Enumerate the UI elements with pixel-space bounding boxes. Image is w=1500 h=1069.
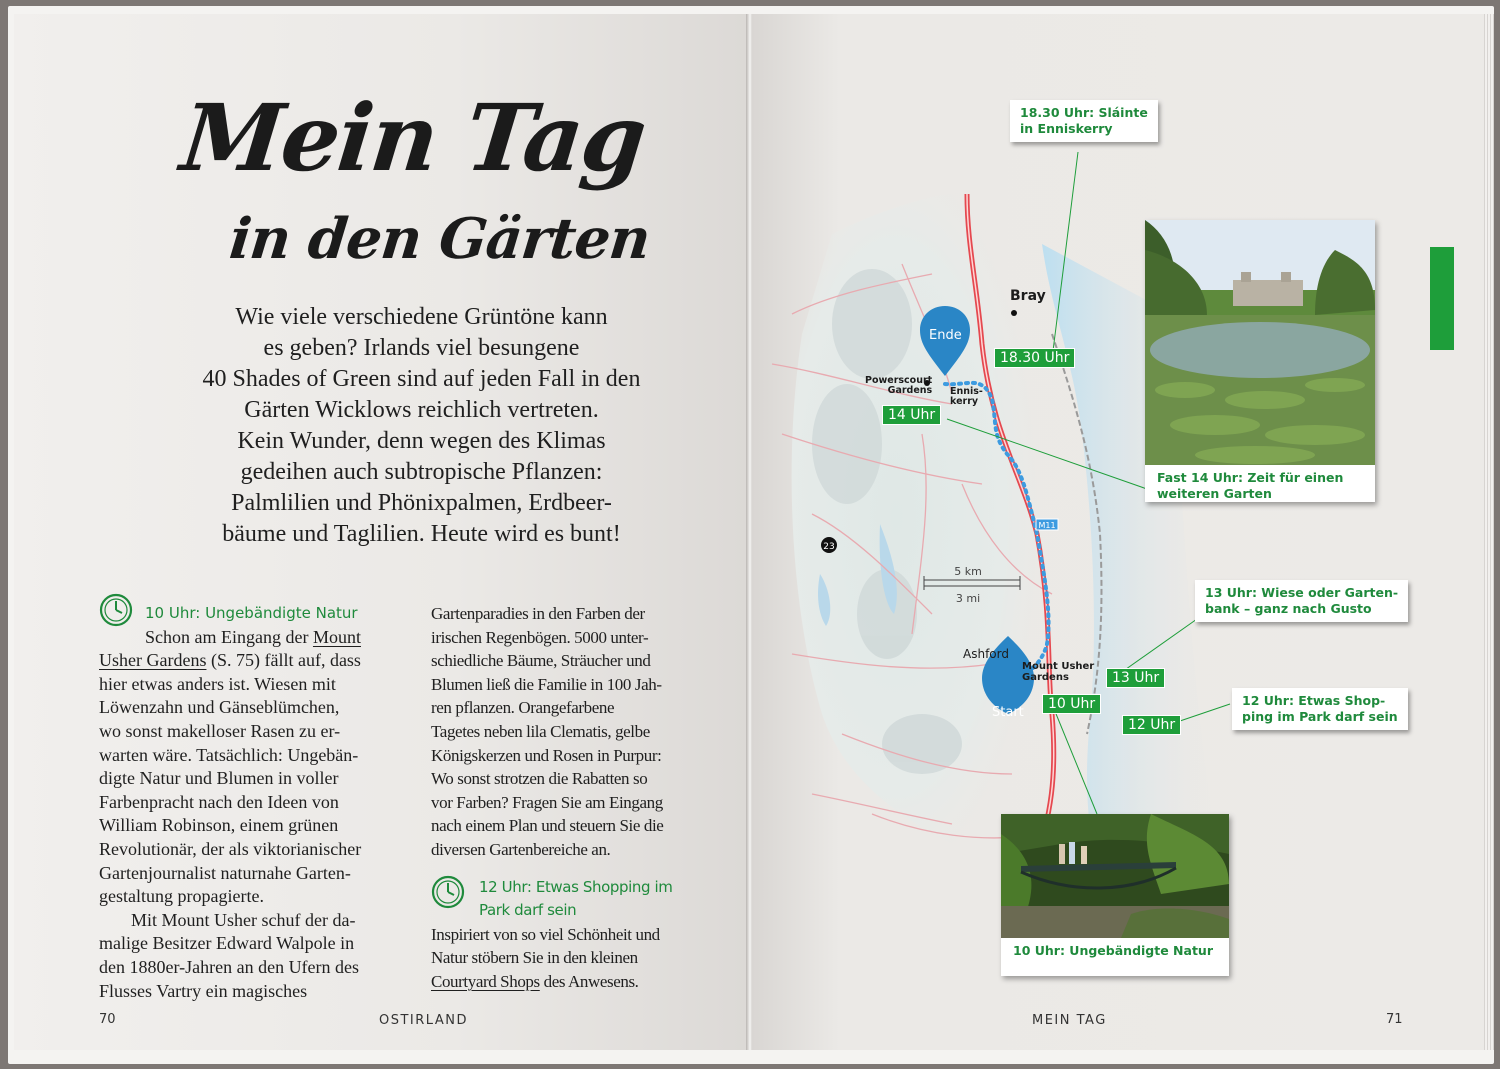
callout-line: 13 Uhr: Wiese oder Garten- — [1205, 585, 1399, 600]
caption-line: Fast 14 Uhr: Zeit für einen — [1157, 470, 1344, 485]
body-line: malige Besitzer Edward Walpole in — [99, 933, 355, 954]
caption-line: weiteren Garten — [1157, 486, 1272, 501]
body-line: Farbenpracht nach den Ideen von — [99, 791, 339, 812]
scale-km: 5 km — [954, 565, 982, 578]
time-badge-12: 12 Uhr — [1122, 715, 1181, 735]
label-line: kerry — [950, 396, 979, 407]
page-number-left: 70 — [99, 1012, 116, 1027]
right-page — [752, 14, 1484, 1050]
body-line: William Robinson, einem grünen — [99, 815, 339, 836]
time-badge-14: 14 Uhr — [882, 405, 941, 425]
intro-line: Palmlilien und Phönixpalmen, Erdbeer- — [231, 490, 612, 516]
mount-usher-link[interactable]: Mount — [312, 626, 361, 647]
running-head-left: OSTIRLAND — [379, 1013, 468, 1028]
page-edges — [1484, 14, 1494, 1050]
body-line: Mit Mount Usher schuf der da- — [131, 909, 356, 930]
body-line: warten wäre. Tatsächlich: Ungebän- — [99, 744, 359, 765]
garden-lake-image — [1145, 220, 1375, 465]
time-badge-13: 13 Uhr — [1106, 668, 1165, 688]
body-line: den 1880er-Jahren an den Ufern des — [99, 956, 360, 977]
body-line: vor Farben? Fragen Sie am Eingang — [431, 792, 663, 812]
intro-line: gedeihen auch subtropische Pflanzen: — [240, 459, 603, 485]
running-head-right: MEIN TAG — [1032, 1013, 1107, 1028]
body-line — [99, 626, 429, 650]
body-line: Gartenjournalist naturnahe Garten- — [99, 862, 351, 883]
time-badge-10: 10 Uhr — [1042, 694, 1101, 714]
body-line: Wo sonst strotzen die Rabatten so — [431, 769, 648, 789]
callout-wiese — [1195, 580, 1408, 622]
label-line: Mount Usher — [1022, 661, 1095, 672]
callout-line: 18.30 Uhr: Sláinte — [1020, 105, 1148, 120]
photo-caption-mount-usher — [1001, 938, 1229, 959]
body-line — [99, 649, 429, 673]
intro-line: bäume und Taglilien. Heute wird es bunt! — [222, 521, 621, 547]
body-line: gestaltung propagierte. — [99, 886, 264, 907]
bridge-image — [1001, 814, 1229, 938]
body-line: Flusses Vartry ein magisches — [99, 980, 308, 1001]
intro-text — [164, 302, 679, 550]
label-line: Gardens — [1022, 672, 1069, 683]
callout-line: 12 Uhr: Etwas Shop- — [1242, 693, 1386, 708]
page-number-right: 71 — [1386, 1012, 1403, 1027]
body-line: irischen Regenbögen. 5000 unter- — [431, 627, 649, 647]
m11-label: M11 — [1038, 521, 1056, 530]
body-line: wo sonst makelloser Rasen zu er- — [99, 720, 341, 741]
chapter-tab — [1430, 247, 1454, 350]
callout-line: in Enniskerry — [1020, 121, 1113, 136]
body-text: (S. 75) fällt auf, dass — [206, 650, 361, 671]
start-pin-label: Start — [992, 705, 1024, 720]
section1-heading: 10 Uhr: Ungebändigte Natur — [145, 604, 358, 622]
callout-shop — [1232, 688, 1408, 730]
intro-line: es geben? Irlands viel besungene — [263, 335, 580, 361]
clock-icon — [430, 874, 466, 910]
label-line: Gardens — [887, 385, 933, 396]
body-line: schiedliche Bäume, Sträucher und — [431, 651, 651, 671]
time-badge-1830: 18.30 Uhr — [994, 348, 1075, 368]
intro-line: Gärten Wicklows reichlich vertreten. — [244, 397, 599, 423]
body-line: digte Natur und Blumen in voller — [99, 768, 339, 789]
column-2 — [431, 602, 731, 994]
body-line: Natur stöbern Sie in den kleinen — [431, 948, 638, 968]
section2-heading-line2: Park darf sein — [479, 901, 577, 920]
scale-mi: 3 mi — [955, 592, 981, 605]
photo-caption-powerscourt — [1145, 465, 1375, 502]
body-line: nach einem Plan und steuern Sie die — [431, 816, 664, 836]
label-bray: Bray — [1010, 288, 1046, 304]
body-line: Blumen ließ die Familie in 100 Jah- — [431, 674, 662, 694]
label-powerscourt — [865, 376, 932, 396]
intro-line: 40 Shades of Green sind auf jeden Fall in den — [202, 366, 641, 392]
callout-line: ping im Park darf sein — [1242, 709, 1398, 724]
body-line: Königskerzen und Rosen in Purpur: — [431, 745, 662, 765]
body-line: Löwenzahn und Gänseblümchen, — [99, 697, 340, 718]
body-line: hier etwas anders ist. Wiesen mit — [99, 673, 336, 694]
callout-enniskerry — [1010, 100, 1158, 142]
label-ashford: Ashford — [963, 647, 1009, 661]
label-line: Ennis- — [950, 386, 983, 397]
column-1 — [99, 602, 429, 1003]
body-line: Gartenparadies in den Farben der — [431, 604, 645, 623]
section2-heading-line1: 12 Uhr: Etwas Shopping im — [479, 877, 673, 896]
label-enniskerry — [950, 387, 983, 407]
route-23-label: 23 — [823, 542, 835, 552]
intro-line: Kein Wunder, denn wegen des Klimas — [237, 428, 606, 454]
title-line-2: in den Gärten — [226, 206, 653, 272]
body-line: Inspiriert von so viel Schönheit und — [431, 924, 660, 944]
title-line-1: Mein Tag — [176, 84, 650, 192]
photo-powerscourt — [1145, 220, 1375, 502]
courtyard-shops-link[interactable]: Courtyard Shops — [431, 971, 540, 991]
label-line: Powerscourt — [865, 375, 933, 386]
callout-line: bank – ganz nach Gusto — [1205, 601, 1372, 616]
end-pin-label: Ende — [929, 328, 962, 343]
intro-line: Wie viele verschiedene Grüntöne kann — [235, 304, 608, 330]
usher-gardens-link[interactable]: Usher Gardens — [99, 650, 207, 671]
body-line — [431, 970, 731, 994]
body-text: Schon am Eingang der — [145, 626, 313, 647]
body-line: Tagetes neben lila Clematis, gelbe — [431, 721, 650, 741]
body-line: ren pflanzen. Orangefarbene — [431, 698, 615, 718]
body-text: des Anwesens. — [539, 971, 639, 991]
body-line: Revolutionär, der als viktorianischer — [99, 838, 362, 859]
caption-line: 10 Uhr: Ungebändigte Natur — [1013, 943, 1213, 958]
body-line: diversen Gartenbereiche an. — [431, 839, 611, 859]
label-mount-usher — [1022, 661, 1094, 683]
left-page — [14, 14, 748, 1050]
photo-mount-usher — [1001, 814, 1229, 976]
